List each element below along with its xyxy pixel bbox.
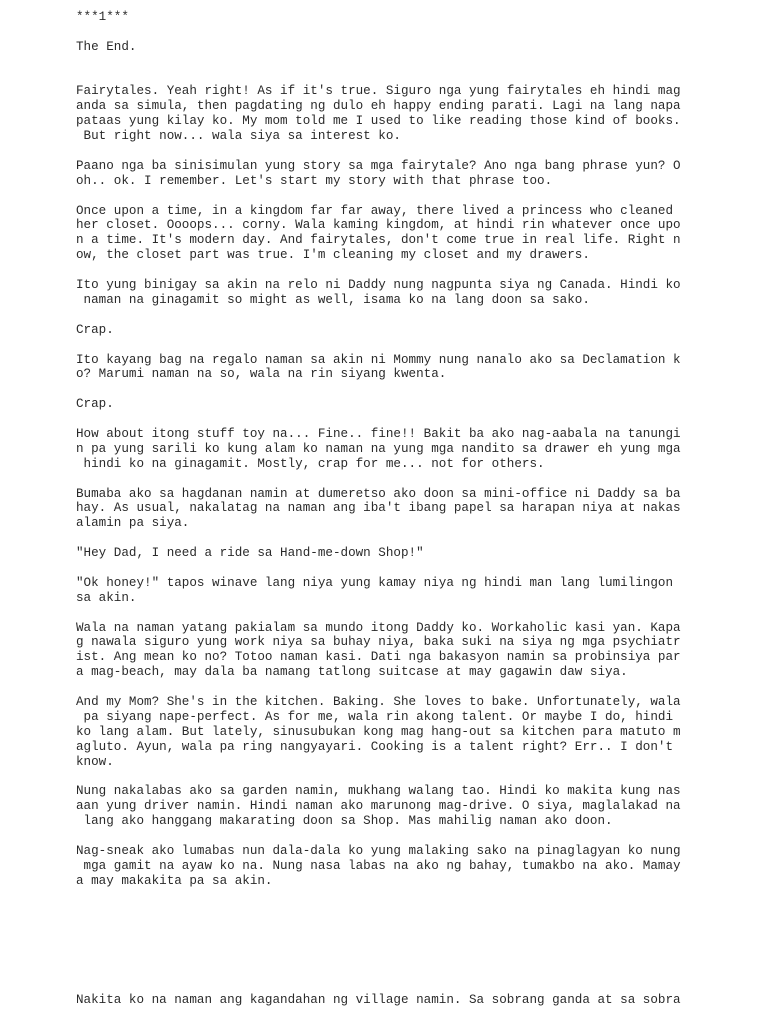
chapter-marker: ***1*** — [76, 10, 129, 24]
paragraph-line: know. — [76, 754, 114, 769]
paragraph-line: pataas yung kilay ko. My mom told me I used to like reading those kind of books. — [76, 114, 681, 129]
document-page — [76, 10, 696, 1007]
paragraph-line: lang ako hanggang makarating doon sa Shop. Mas mahilig naman ako doon. — [76, 814, 613, 829]
paragraph-line: agluto. Ayun, wala pa ring nangyayari. Cooking is a talent right? Err.. I don't — [76, 739, 674, 754]
paragraph-line: her closet. Oooops... corny. Wala kaming kingdom, at hindi rin whatever once upo — [76, 218, 681, 233]
paragraph-line: oh.. ok. I remember. Let's start my story with that phrase too. — [76, 173, 553, 188]
paragraph-line: aan yung driver namin. Hindi naman ako marunong mag-drive. O siya, maglalakad na — [76, 799, 681, 814]
paragraph-line: n pa yung sarili ko kung alam ko naman na yung mga nandito sa drawer eh yung mga — [76, 441, 681, 456]
paragraph — [76, 323, 696, 338]
paragraph-line: "Hey Dad, I need a ride sa Hand-me-down Shop!" — [76, 546, 424, 561]
paragraph-line: a mag-beach, may dala ba namang tatlong suitcase at may gagawin daw siya. — [76, 665, 628, 680]
paragraph-line: Bumaba ako sa hagdanan namin at dumeretso ako doon sa mini-office ni Daddy sa ba — [76, 486, 681, 501]
paragraph-line: alamin pa siya. — [76, 516, 190, 531]
paragraph-line: Ito yung binigay sa akin na relo ni Daddy nung nagpunta siya ng Canada. Hindi ko — [76, 278, 681, 293]
paragraph-line: "Ok honey!" tapos winave lang niya yung kamay niya ng hindi man lang lumilingon — [76, 575, 674, 590]
paragraph — [76, 695, 696, 769]
paragraph — [76, 397, 696, 412]
paragraph-line: Crap. — [76, 322, 114, 337]
paragraph-line: Nakita ko na naman ang kagandahan ng village namin. Sa sobrang ganda at sa sobra — [76, 992, 681, 1007]
the-end-heading: The End. — [76, 39, 137, 54]
paragraph — [76, 427, 696, 472]
paragraph — [76, 278, 696, 308]
paragraph — [76, 993, 696, 1008]
paragraph — [76, 487, 696, 532]
paragraph — [76, 576, 696, 606]
paragraph-line: sa akin. — [76, 590, 137, 605]
paragraph-line: Nung nakalabas ako sa garden namin, mukhang walang tao. Hindi ko makita kung nas — [76, 784, 681, 799]
paragraph-line: naman na ginagamit so might as well, isama ko na lang doon sa sako. — [76, 292, 590, 307]
paragraph-line: anda sa simula, then pagdating ng dulo eh happy ending parati. Lagi na lang napa — [76, 99, 681, 114]
paragraph-line: Once upon a time, in a kingdom far far away, there lived a princess who cleaned — [76, 203, 674, 218]
paragraph-line: How about itong stuff toy na... Fine.. fine!! Bakit ba ako nag-aabala na tanungi — [76, 426, 681, 441]
paragraph — [76, 546, 696, 561]
paragraph-line: a may makakita pa sa akin. — [76, 873, 273, 888]
paragraph — [76, 204, 696, 264]
paragraph-line: mga gamit na ayaw ko na. Nung nasa labas na ako ng bahay, tumakbo na ako. Mamay — [76, 858, 681, 873]
paragraph-line: n a time. It's modern day. And fairytales, don't come true in real life. Right n — [76, 233, 681, 248]
paragraph-line: Ito kayang bag na regalo naman sa akin ni Mommy nung nanalo ako sa Declamation k — [76, 352, 681, 367]
paragraph — [76, 844, 696, 889]
paragraph — [76, 784, 696, 829]
paragraph — [76, 159, 696, 189]
paragraph-line: ko lang alam. But lately, sinusubukan kong mag hang-out sa kitchen para matuto m — [76, 724, 681, 739]
paragraph-line: Crap. — [76, 397, 114, 412]
paragraph-line: pa siyang nape-perfect. As for me, wala rin akong talent. Or maybe I do, hindi — [76, 709, 674, 724]
paragraph-line: But right now... wala siya sa interest ko. — [76, 129, 401, 144]
paragraph-line: hindi ko na ginagamit. Mostly, crap for me... not for others. — [76, 456, 545, 471]
paragraph — [76, 353, 696, 383]
paragraph — [76, 621, 696, 681]
paragraph-line: And my Mom? She's in the kitchen. Baking. She loves to bake. Unfortunately, wala — [76, 694, 681, 709]
paragraph-line: Fairytales. Yeah right! As if it's true. Siguro nga yung fairytales eh hindi mag — [76, 84, 681, 99]
paragraph-line: hay. As usual, nakalatag na naman ang iba't ibang papel sa harapan niya at nakas — [76, 501, 681, 516]
paragraph-line: Nag-sneak ako lumabas nun dala-dala ko yung malaking sako na pinaglagyan ko nung — [76, 843, 681, 858]
paragraph — [76, 84, 696, 144]
paragraph-line: Paano nga ba sinisimulan yung story sa mga fairytale? Ano nga bang phrase yun? O — [76, 158, 681, 173]
paragraph-line: ow, the closet part was true. I'm cleaning my closet and my drawers. — [76, 248, 590, 263]
paragraph-line: ist. Ang mean ko no? Totoo naman kasi. Dati nga bakasyon namin sa probinsiya par — [76, 650, 681, 665]
story-body — [76, 84, 696, 1007]
paragraph-line: o? Marumi naman na so, wala na rin siyang kwenta. — [76, 367, 447, 382]
paragraph-line: Wala na naman yatang pakialam sa mundo itong Daddy ko. Workaholic kasi yan. Kapa — [76, 620, 681, 635]
paragraph-line: g nawala siguro yung work niya sa buhay niya, baka suki na siya ng mga psychiatr — [76, 635, 681, 650]
